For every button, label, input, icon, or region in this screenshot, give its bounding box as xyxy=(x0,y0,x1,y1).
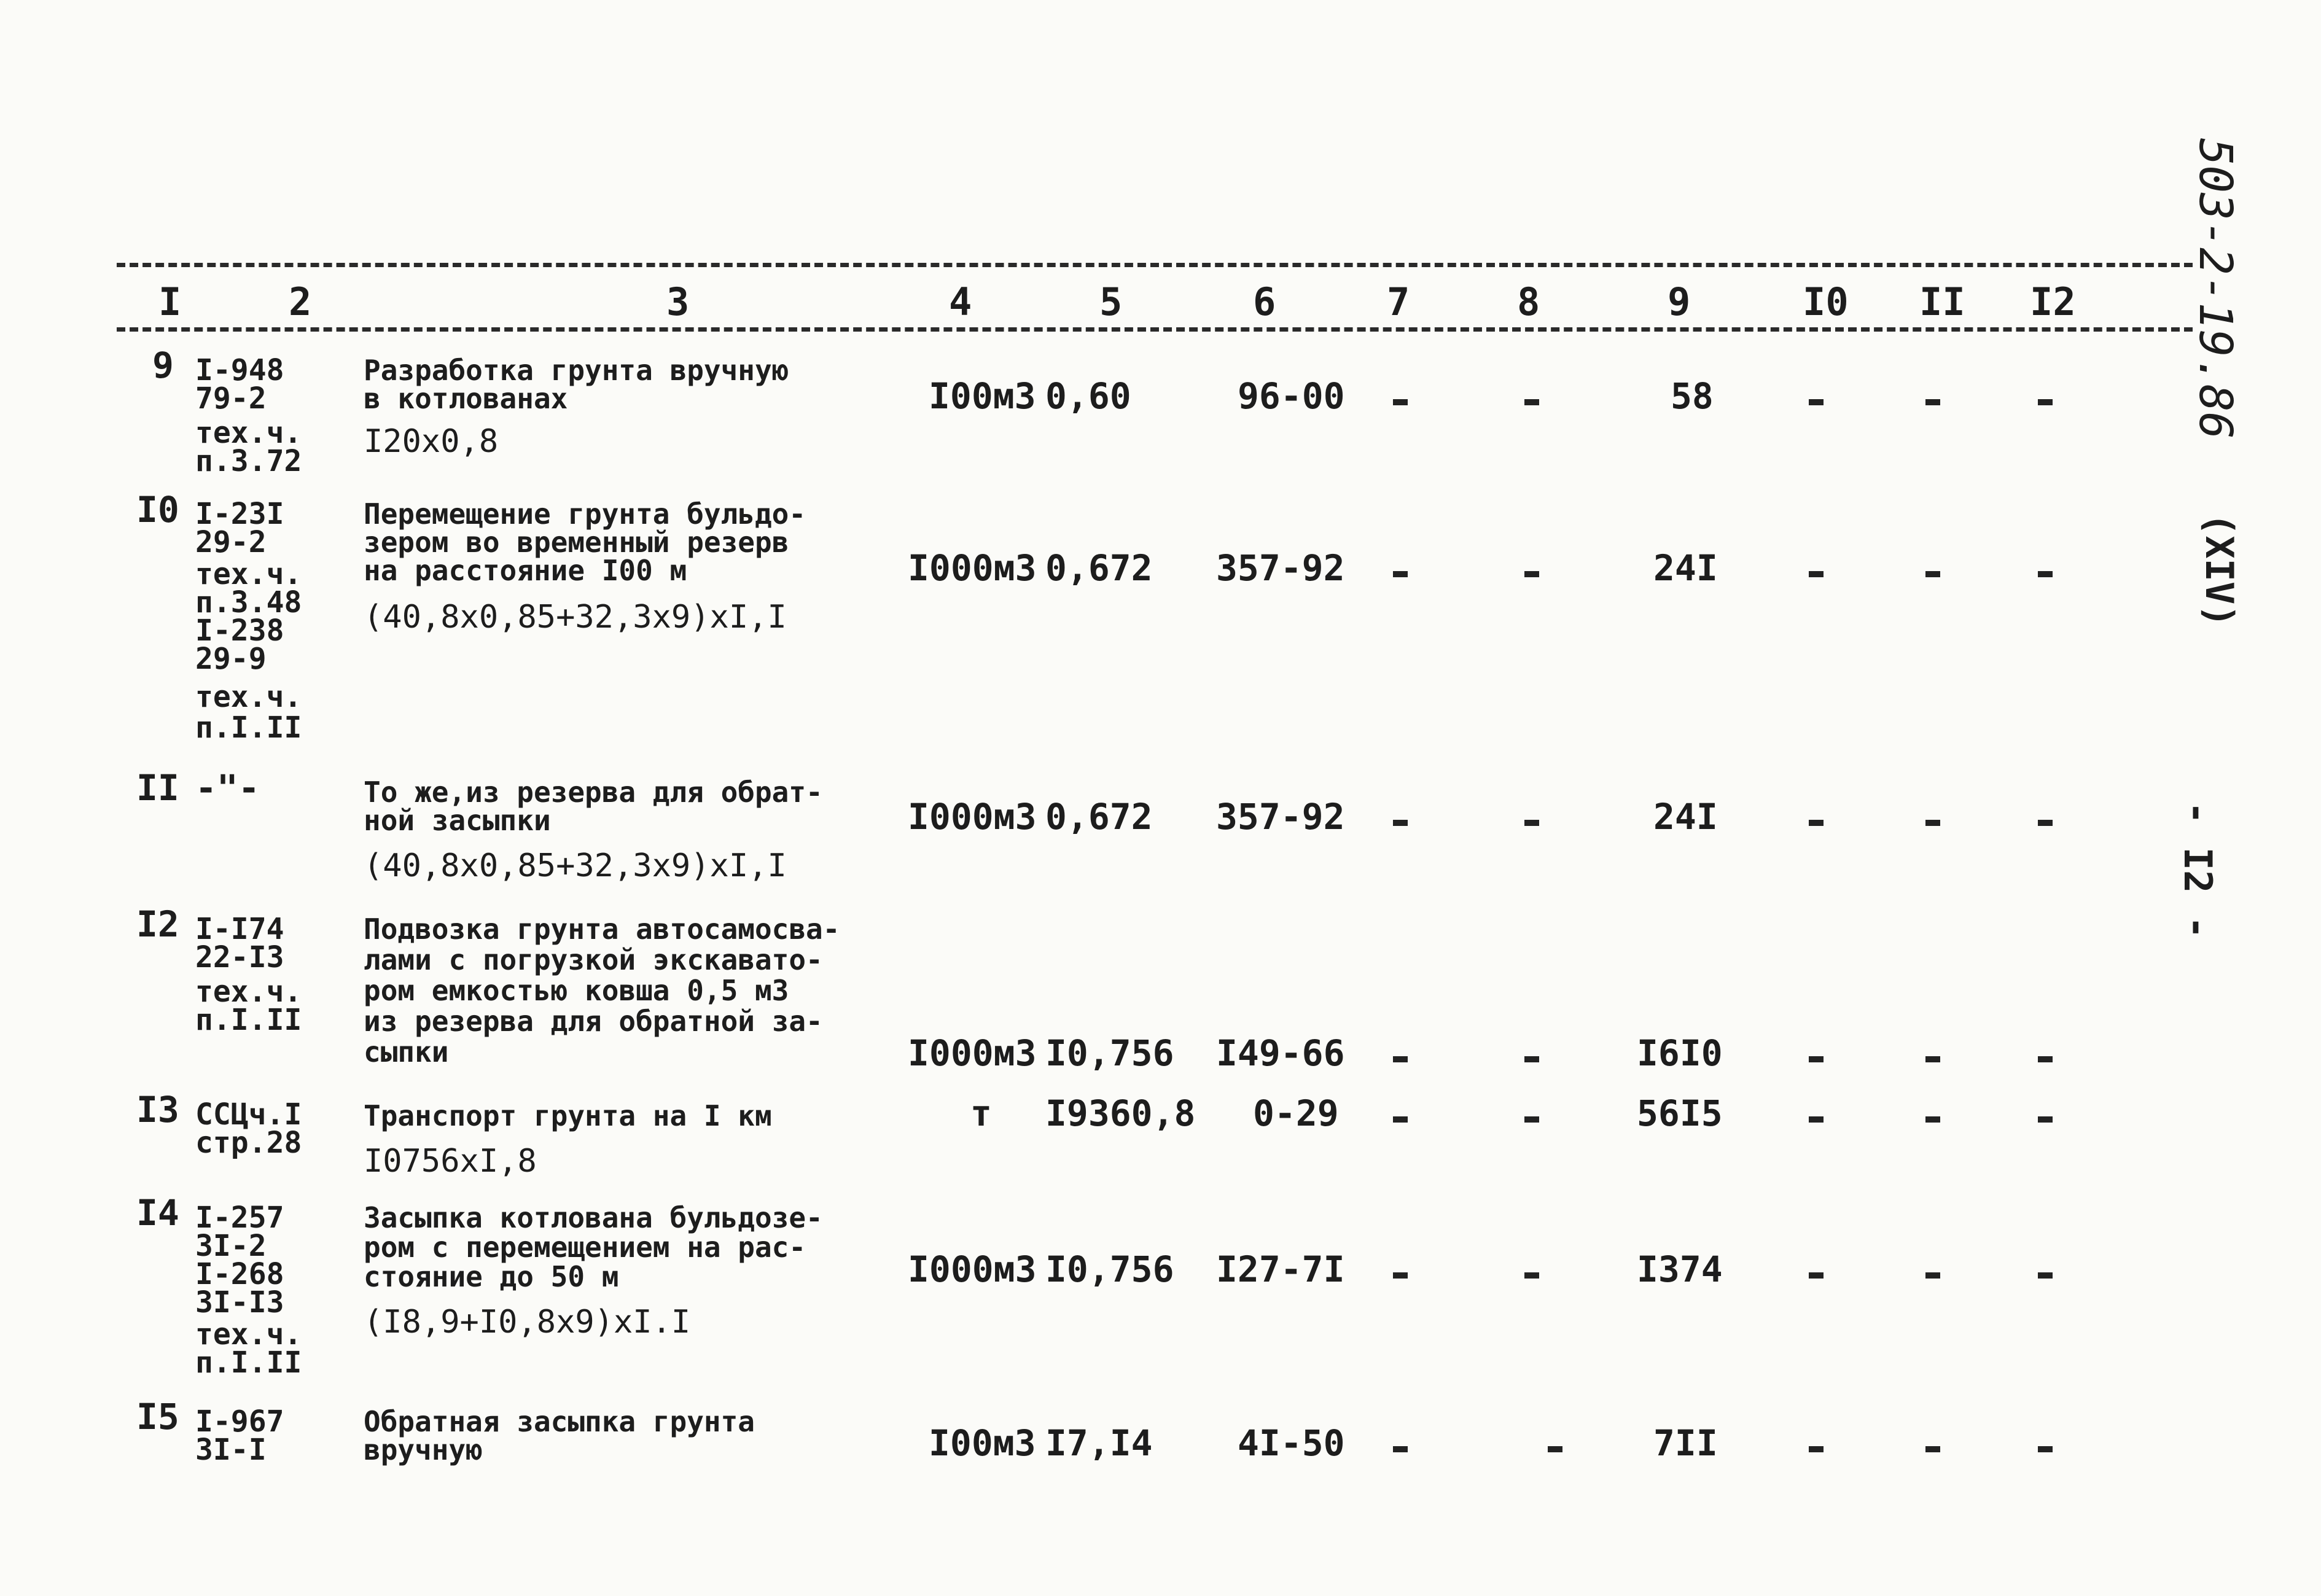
row-number: I5 xyxy=(136,1396,179,1438)
empty-col-7 xyxy=(1393,820,1408,826)
total-cost: 56I5 xyxy=(1637,1092,1723,1134)
header-col-11: II xyxy=(1919,279,1965,324)
description-line: ной засыпки xyxy=(364,804,551,837)
unit: т xyxy=(970,1092,992,1134)
header-top-rule xyxy=(117,263,2193,267)
quantity: 0,672 xyxy=(1045,796,1153,838)
empty-col-7 xyxy=(1393,399,1408,405)
description-line: Подвозка грунта автосамосва- xyxy=(364,913,840,946)
header-col-6: 6 xyxy=(1253,279,1276,324)
reference-line: I-I74 xyxy=(195,912,284,946)
empty-col-8 xyxy=(1524,820,1539,826)
reference-line: I-967 xyxy=(195,1404,284,1439)
empty-col-8 xyxy=(1524,1272,1539,1279)
unit-price: 96-00 xyxy=(1238,375,1345,417)
row-number: I2 xyxy=(136,903,179,945)
unit-price: I49-66 xyxy=(1216,1032,1345,1074)
empty-col-8 xyxy=(1548,1446,1562,1452)
header-col-5: 5 xyxy=(1099,279,1123,324)
reference-line: ССЦч.I xyxy=(195,1097,302,1132)
empty-col-7 xyxy=(1393,1116,1408,1123)
header-col-4: 4 xyxy=(949,279,972,324)
total-cost: 24I xyxy=(1653,547,1718,589)
description-line: ром емкостью ковша 0,5 м3 xyxy=(364,974,789,1007)
description-line: зером во временный резерв xyxy=(364,526,789,559)
row-number: II xyxy=(136,767,179,809)
empty-col-7 xyxy=(1393,571,1408,577)
unit-price: I27-7I xyxy=(1216,1248,1345,1290)
description-line: стояние до 50 м xyxy=(364,1260,619,1293)
empty-col-10 xyxy=(1809,1446,1824,1452)
empty-col-12 xyxy=(2038,571,2053,577)
empty-col-10 xyxy=(1809,1056,1824,1062)
reference-line: п.I.II xyxy=(195,1345,302,1380)
empty-col-8 xyxy=(1524,1056,1539,1062)
empty-col-7 xyxy=(1393,1446,1408,1452)
reference-line: п.3.72 xyxy=(195,444,302,478)
unit: I00м3 xyxy=(929,375,1036,417)
calculation: I20x0,8 xyxy=(364,423,499,460)
row-number: I3 xyxy=(136,1089,179,1131)
total-cost: I6I0 xyxy=(1637,1032,1723,1074)
reference-line: 29-2 xyxy=(195,525,267,559)
calculation: (I8,9+I0,8x9)xI.I xyxy=(364,1304,691,1341)
calculation: (40,8x0,85+32,3x9)xI,I xyxy=(364,847,787,884)
empty-col-8 xyxy=(1524,1116,1539,1123)
description-line: Транспорт грунта на I км xyxy=(364,1099,772,1132)
description-line: вручную xyxy=(364,1433,483,1466)
header-col-7: 7 xyxy=(1387,279,1410,324)
header-col-9: 9 xyxy=(1668,279,1691,324)
description-line: То же,из резерва для обрат- xyxy=(364,776,823,809)
reference-line: I-948 xyxy=(195,353,284,387)
reference-line: тех.ч. xyxy=(195,416,302,450)
description-line: сыпки xyxy=(364,1035,449,1069)
empty-col-11 xyxy=(1925,1056,1940,1062)
header-col-3: 3 xyxy=(666,279,690,324)
reference-line: стр.28 xyxy=(195,1126,302,1160)
quantity: 0,60 xyxy=(1045,375,1131,417)
header-col-8: 8 xyxy=(1517,279,1540,324)
description-line: на расстояние I00 м xyxy=(364,554,687,587)
quantity: 0,672 xyxy=(1045,547,1153,589)
unit: I00м3 xyxy=(929,1422,1036,1464)
reference-line: I-23I xyxy=(195,497,284,531)
empty-col-12 xyxy=(2038,1056,2053,1062)
reference-line: п.I.II xyxy=(195,1003,302,1037)
description-line: Перемещение грунта бульдо- xyxy=(364,497,806,531)
empty-col-10 xyxy=(1809,820,1824,826)
unit-price: 0-29 xyxy=(1253,1092,1339,1134)
empty-col-12 xyxy=(2038,820,2053,826)
empty-col-10 xyxy=(1809,571,1824,577)
empty-col-12 xyxy=(2038,399,2053,405)
empty-col-10 xyxy=(1809,1116,1824,1123)
empty-col-11 xyxy=(1925,571,1940,577)
empty-col-12 xyxy=(2038,1272,2053,1279)
header-bottom-rule xyxy=(117,327,2193,332)
row-number: I4 xyxy=(136,1192,179,1234)
description-line: из резерва для обратной за- xyxy=(364,1005,823,1038)
empty-col-10 xyxy=(1809,1272,1824,1279)
total-cost: 7II xyxy=(1653,1422,1718,1464)
reference-line: 29-9 xyxy=(195,642,267,676)
empty-col-7 xyxy=(1393,1056,1408,1062)
total-cost: 24I xyxy=(1653,796,1718,838)
empty-col-11 xyxy=(1925,1116,1940,1123)
unit-price: 357-92 xyxy=(1216,796,1345,838)
empty-col-11 xyxy=(1925,399,1940,405)
reference-line: тех.ч. xyxy=(195,1317,302,1352)
unit-price: 4I-50 xyxy=(1238,1422,1345,1464)
reference-line: п.3.48 xyxy=(195,585,302,620)
description-line: Обратная засыпка грунта xyxy=(364,1405,755,1438)
unit-price: 357-92 xyxy=(1216,547,1345,589)
empty-col-12 xyxy=(2038,1446,2053,1452)
calculation: (40,8x0,85+32,3x9)xI,I xyxy=(364,599,787,636)
empty-col-12 xyxy=(2038,1116,2053,1123)
empty-col-11 xyxy=(1925,820,1940,826)
description-line: Разработка грунта вручную xyxy=(364,354,789,387)
description-line: ром с перемещением на рас- xyxy=(364,1231,806,1264)
empty-col-7 xyxy=(1393,1272,1408,1279)
unit: I000м3 xyxy=(908,796,1037,838)
reference-line: тех.ч. xyxy=(195,557,302,591)
total-cost: I374 xyxy=(1637,1248,1723,1290)
reference-line: I-257 xyxy=(195,1201,284,1235)
total-cost: 58 xyxy=(1671,375,1714,417)
quantity: I0,756 xyxy=(1045,1032,1174,1074)
unit: I000м3 xyxy=(908,1032,1037,1074)
quantity: I9360,8 xyxy=(1045,1092,1196,1134)
reference-line: тех.ч. xyxy=(195,680,302,714)
description-line: в котлованах xyxy=(364,382,568,415)
reference-line: 79-2 xyxy=(195,381,267,416)
empty-col-11 xyxy=(1925,1446,1940,1452)
empty-col-8 xyxy=(1524,399,1539,405)
header-col-10: I0 xyxy=(1803,279,1849,324)
reference-line: I-238 xyxy=(195,613,284,648)
description-line: Засыпка котлована бульдозе- xyxy=(364,1201,823,1234)
empty-col-10 xyxy=(1809,399,1824,405)
unit: I000м3 xyxy=(908,1248,1037,1290)
header-col-2: 2 xyxy=(289,279,312,324)
calculation: I0756xI,8 xyxy=(364,1143,537,1180)
reference-line: тех.ч. xyxy=(195,975,302,1009)
empty-col-11 xyxy=(1925,1272,1940,1279)
empty-col-8 xyxy=(1524,571,1539,577)
row-number: 9 xyxy=(152,345,174,386)
unit: I000м3 xyxy=(908,547,1037,589)
header-col-1: I xyxy=(158,279,182,324)
reference-line: -"- xyxy=(195,767,260,809)
reference-line: I-268 xyxy=(195,1257,284,1291)
reference-line: 3I-I3 xyxy=(195,1285,284,1320)
reference-line: п.I.II xyxy=(195,710,302,745)
reference-line: 3I-2 xyxy=(195,1229,267,1263)
page-number: - I2 - xyxy=(2175,801,2220,939)
row-number: I0 xyxy=(136,489,179,531)
reference-line: 3I-I xyxy=(195,1433,267,1467)
quantity: I7,I4 xyxy=(1045,1422,1153,1464)
header-col-12: I2 xyxy=(2030,279,2076,324)
document-code: 503-2-19.86 xyxy=(2189,138,2242,440)
description-line: лами с погрузкой экскавато- xyxy=(364,943,823,976)
sheet-roman-number: (XIV) xyxy=(2197,513,2242,628)
quantity: I0,756 xyxy=(1045,1248,1174,1290)
reference-line: 22-I3 xyxy=(195,940,284,975)
